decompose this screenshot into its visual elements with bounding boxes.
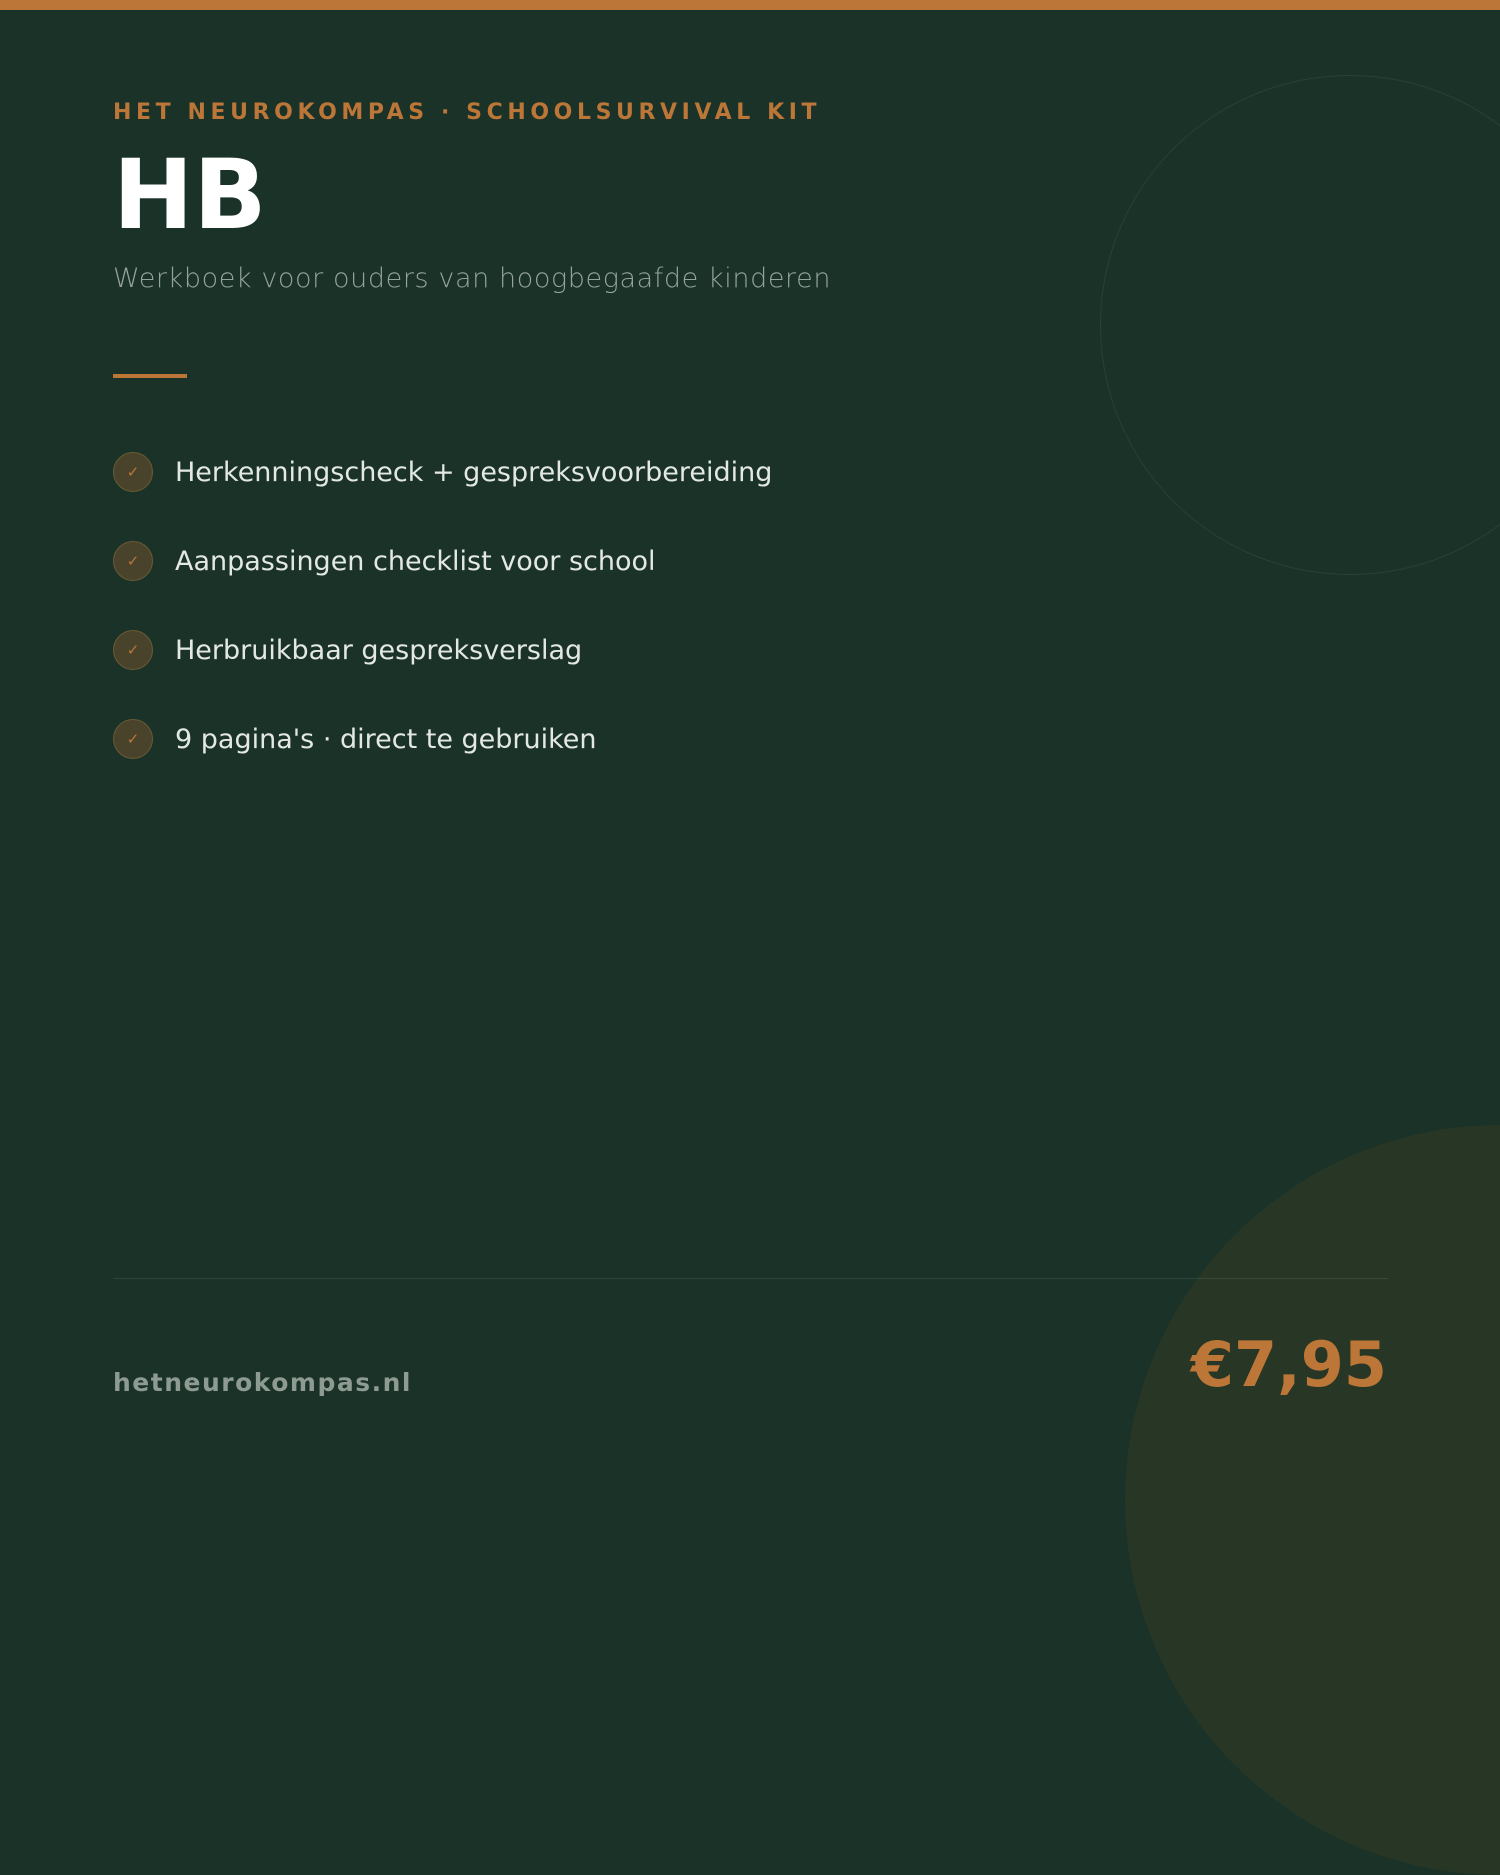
page-subtitle: Werkboek voor ouders van hoogbegaafde kinderen xyxy=(113,263,832,294)
brand-eyebrow: HET NEUROKOMPAS · SCHOOLSURVIVAL KIT xyxy=(113,100,822,125)
check-icon: ✓ xyxy=(113,541,153,581)
website-link[interactable]: hetneurokompas.nl xyxy=(113,1368,412,1397)
feature-item xyxy=(113,719,772,759)
feature-label: Herkenningscheck + gespreksvoorbereiding xyxy=(175,456,773,488)
accent-divider xyxy=(113,374,187,378)
feature-item xyxy=(113,452,772,492)
check-icon: ✓ xyxy=(113,452,153,492)
feature-label: 9 pagina's · direct te gebruiken xyxy=(175,723,597,755)
footer-divider xyxy=(113,1278,1388,1279)
check-icon: ✓ xyxy=(113,630,153,670)
check-icon: ✓ xyxy=(113,719,153,759)
feature-label: Herbruikbaar gespreksverslag xyxy=(175,634,583,666)
price-label: €7,95 xyxy=(1190,1328,1387,1401)
feature-label: Aanpassingen checklist voor school xyxy=(175,545,656,577)
decorative-ring xyxy=(1100,75,1500,575)
top-accent-bar xyxy=(0,0,1500,10)
feature-list xyxy=(113,452,772,808)
decorative-circle xyxy=(1125,1125,1500,1875)
page-title: HB xyxy=(113,139,267,251)
feature-item xyxy=(113,541,772,581)
feature-item xyxy=(113,630,772,670)
